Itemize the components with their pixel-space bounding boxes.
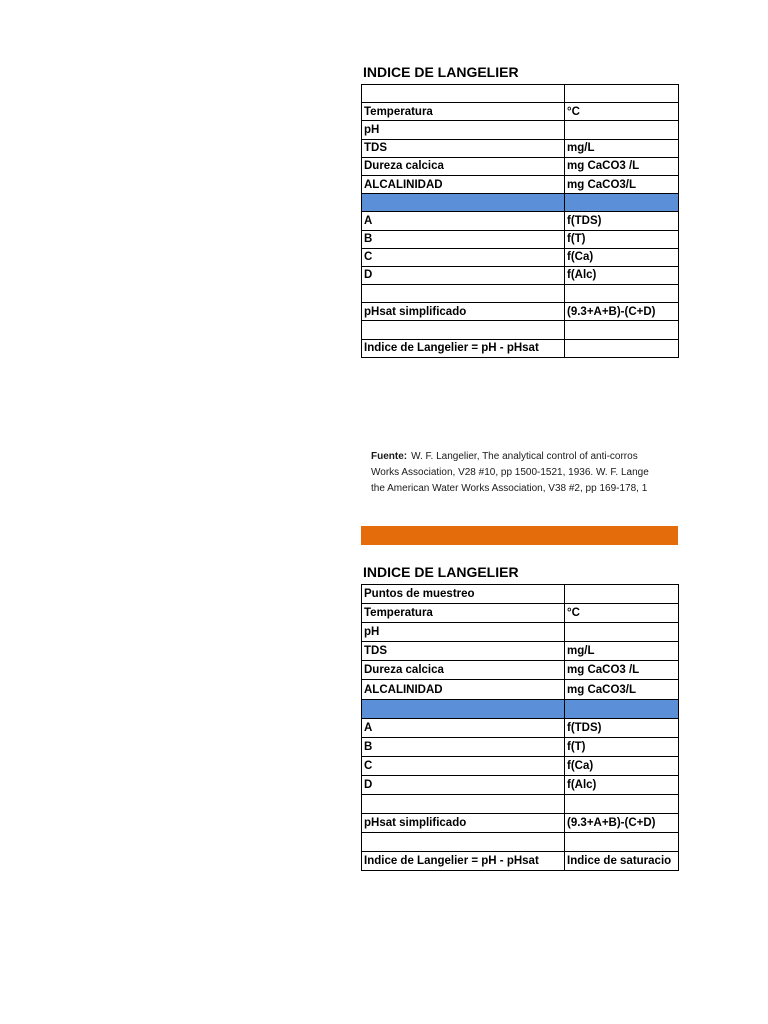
value-cell[interactable] bbox=[565, 321, 679, 339]
value-cell[interactable]: mg/L bbox=[565, 139, 679, 157]
source-text-1: W. F. Langelier, The analytical control of anti-corros bbox=[411, 451, 638, 462]
value-cell[interactable]: mg/L bbox=[565, 642, 679, 661]
value-cell[interactable]: Indice de saturacio bbox=[565, 852, 679, 871]
table-row bbox=[362, 585, 679, 604]
table-row bbox=[362, 623, 679, 642]
table-row bbox=[362, 680, 679, 699]
value-cell[interactable]: f(Ca) bbox=[565, 248, 679, 266]
value-cell[interactable]: mg CaCO3/L bbox=[565, 175, 679, 193]
value-cell[interactable]: (9.3+A+B)-(C+D) bbox=[565, 814, 679, 833]
table-row bbox=[362, 718, 679, 737]
table-row bbox=[362, 775, 679, 794]
value-cell[interactable]: f(Alc) bbox=[565, 775, 679, 794]
source-line-1 bbox=[371, 449, 678, 465]
label-cell[interactable]: D bbox=[362, 775, 565, 794]
label-cell[interactable]: C bbox=[362, 248, 565, 266]
table-row bbox=[362, 285, 679, 303]
label-cell[interactable]: pHsat simplificado bbox=[362, 814, 565, 833]
value-cell[interactable] bbox=[565, 121, 679, 139]
table-row bbox=[362, 103, 679, 121]
value-cell[interactable]: mg CaCO3/L bbox=[565, 680, 679, 699]
value-cell[interactable] bbox=[565, 339, 679, 357]
label-cell[interactable] bbox=[362, 795, 565, 814]
value-cell[interactable] bbox=[565, 285, 679, 303]
value-cell[interactable]: f(T) bbox=[565, 737, 679, 756]
table-row bbox=[362, 604, 679, 623]
value-cell[interactable]: f(TDS) bbox=[565, 212, 679, 230]
label-cell[interactable]: C bbox=[362, 756, 565, 775]
label-cell[interactable] bbox=[362, 85, 565, 103]
highlight-row bbox=[362, 699, 679, 718]
value-cell[interactable]: f(Alc) bbox=[565, 266, 679, 284]
value-cell[interactable] bbox=[565, 585, 679, 604]
table-row bbox=[362, 175, 679, 193]
label-cell[interactable]: Dureza calcica bbox=[362, 661, 565, 680]
table-row bbox=[362, 139, 679, 157]
label-cell[interactable]: A bbox=[362, 212, 565, 230]
table-row bbox=[362, 642, 679, 661]
source-line-3: the American Water Works Association, V38 #2, pp 169-178, 1 bbox=[371, 483, 648, 494]
value-cell[interactable]: f(T) bbox=[565, 230, 679, 248]
value-cell[interactable]: °C bbox=[565, 604, 679, 623]
value-cell[interactable]: f(Ca) bbox=[565, 756, 679, 775]
label-cell[interactable]: ALCALINIDAD bbox=[362, 680, 565, 699]
label-cell[interactable]: B bbox=[362, 230, 565, 248]
table-row bbox=[362, 814, 679, 833]
value-cell[interactable]: mg CaCO3 /L bbox=[565, 157, 679, 175]
label-cell[interactable]: TDS bbox=[362, 139, 565, 157]
highlight-row bbox=[362, 194, 679, 212]
block-1-title: INDICE DE LANGELIER bbox=[363, 64, 519, 80]
table-row bbox=[362, 339, 679, 357]
table-row bbox=[362, 157, 679, 175]
label-cell[interactable] bbox=[362, 833, 565, 852]
label-cell[interactable]: pH bbox=[362, 121, 565, 139]
label-cell[interactable] bbox=[362, 285, 565, 303]
orange-separator bbox=[361, 526, 678, 545]
value-cell[interactable] bbox=[565, 85, 679, 103]
label-cell[interactable]: Temperatura bbox=[362, 103, 565, 121]
label-cell[interactable]: pH bbox=[362, 623, 565, 642]
label-cell[interactable]: Dureza calcica bbox=[362, 157, 565, 175]
label-cell[interactable]: D bbox=[362, 266, 565, 284]
value-cell[interactable]: mg CaCO3 /L bbox=[565, 661, 679, 680]
label-cell[interactable]: Puntos de muestreo bbox=[362, 585, 565, 604]
label-cell[interactable]: TDS bbox=[362, 642, 565, 661]
langelier-table-1 bbox=[361, 84, 679, 358]
label-cell[interactable]: Temperatura bbox=[362, 604, 565, 623]
value-cell[interactable] bbox=[565, 623, 679, 642]
source-citation bbox=[371, 449, 678, 497]
table-row bbox=[362, 795, 679, 814]
table-row bbox=[362, 756, 679, 775]
table-row bbox=[362, 266, 679, 284]
langelier-table-2 bbox=[361, 584, 679, 871]
table-row bbox=[362, 212, 679, 230]
label-cell[interactable]: Indice de Langelier = pH - pHsat bbox=[362, 339, 565, 357]
table-row bbox=[362, 833, 679, 852]
value-cell[interactable]: (9.3+A+B)-(C+D) bbox=[565, 303, 679, 321]
label-cell[interactable]: ALCALINIDAD bbox=[362, 175, 565, 193]
label-cell[interactable] bbox=[362, 194, 565, 212]
table-row bbox=[362, 321, 679, 339]
label-cell[interactable] bbox=[362, 699, 565, 718]
table-row bbox=[362, 661, 679, 680]
block-2-title: INDICE DE LANGELIER bbox=[363, 564, 519, 580]
value-cell[interactable] bbox=[565, 833, 679, 852]
label-cell[interactable]: Indice de Langelier = pH - pHsat bbox=[362, 852, 565, 871]
value-cell[interactable] bbox=[565, 795, 679, 814]
table-row bbox=[362, 737, 679, 756]
source-line-2: Works Association, V28 #10, pp 1500-1521, 1936. W. F. Lange bbox=[371, 467, 649, 478]
value-cell[interactable] bbox=[565, 699, 679, 718]
table-row bbox=[362, 230, 679, 248]
table-row bbox=[362, 852, 679, 871]
label-cell[interactable]: pHsat simplificado bbox=[362, 303, 565, 321]
label-cell[interactable]: B bbox=[362, 737, 565, 756]
table-row bbox=[362, 248, 679, 266]
table-row bbox=[362, 121, 679, 139]
source-label: Fuente: bbox=[371, 451, 408, 462]
value-cell[interactable]: f(TDS) bbox=[565, 718, 679, 737]
value-cell[interactable]: °C bbox=[565, 103, 679, 121]
value-cell[interactable] bbox=[565, 194, 679, 212]
label-cell[interactable] bbox=[362, 321, 565, 339]
table-row bbox=[362, 85, 679, 103]
label-cell[interactable]: A bbox=[362, 718, 565, 737]
table-row bbox=[362, 303, 679, 321]
